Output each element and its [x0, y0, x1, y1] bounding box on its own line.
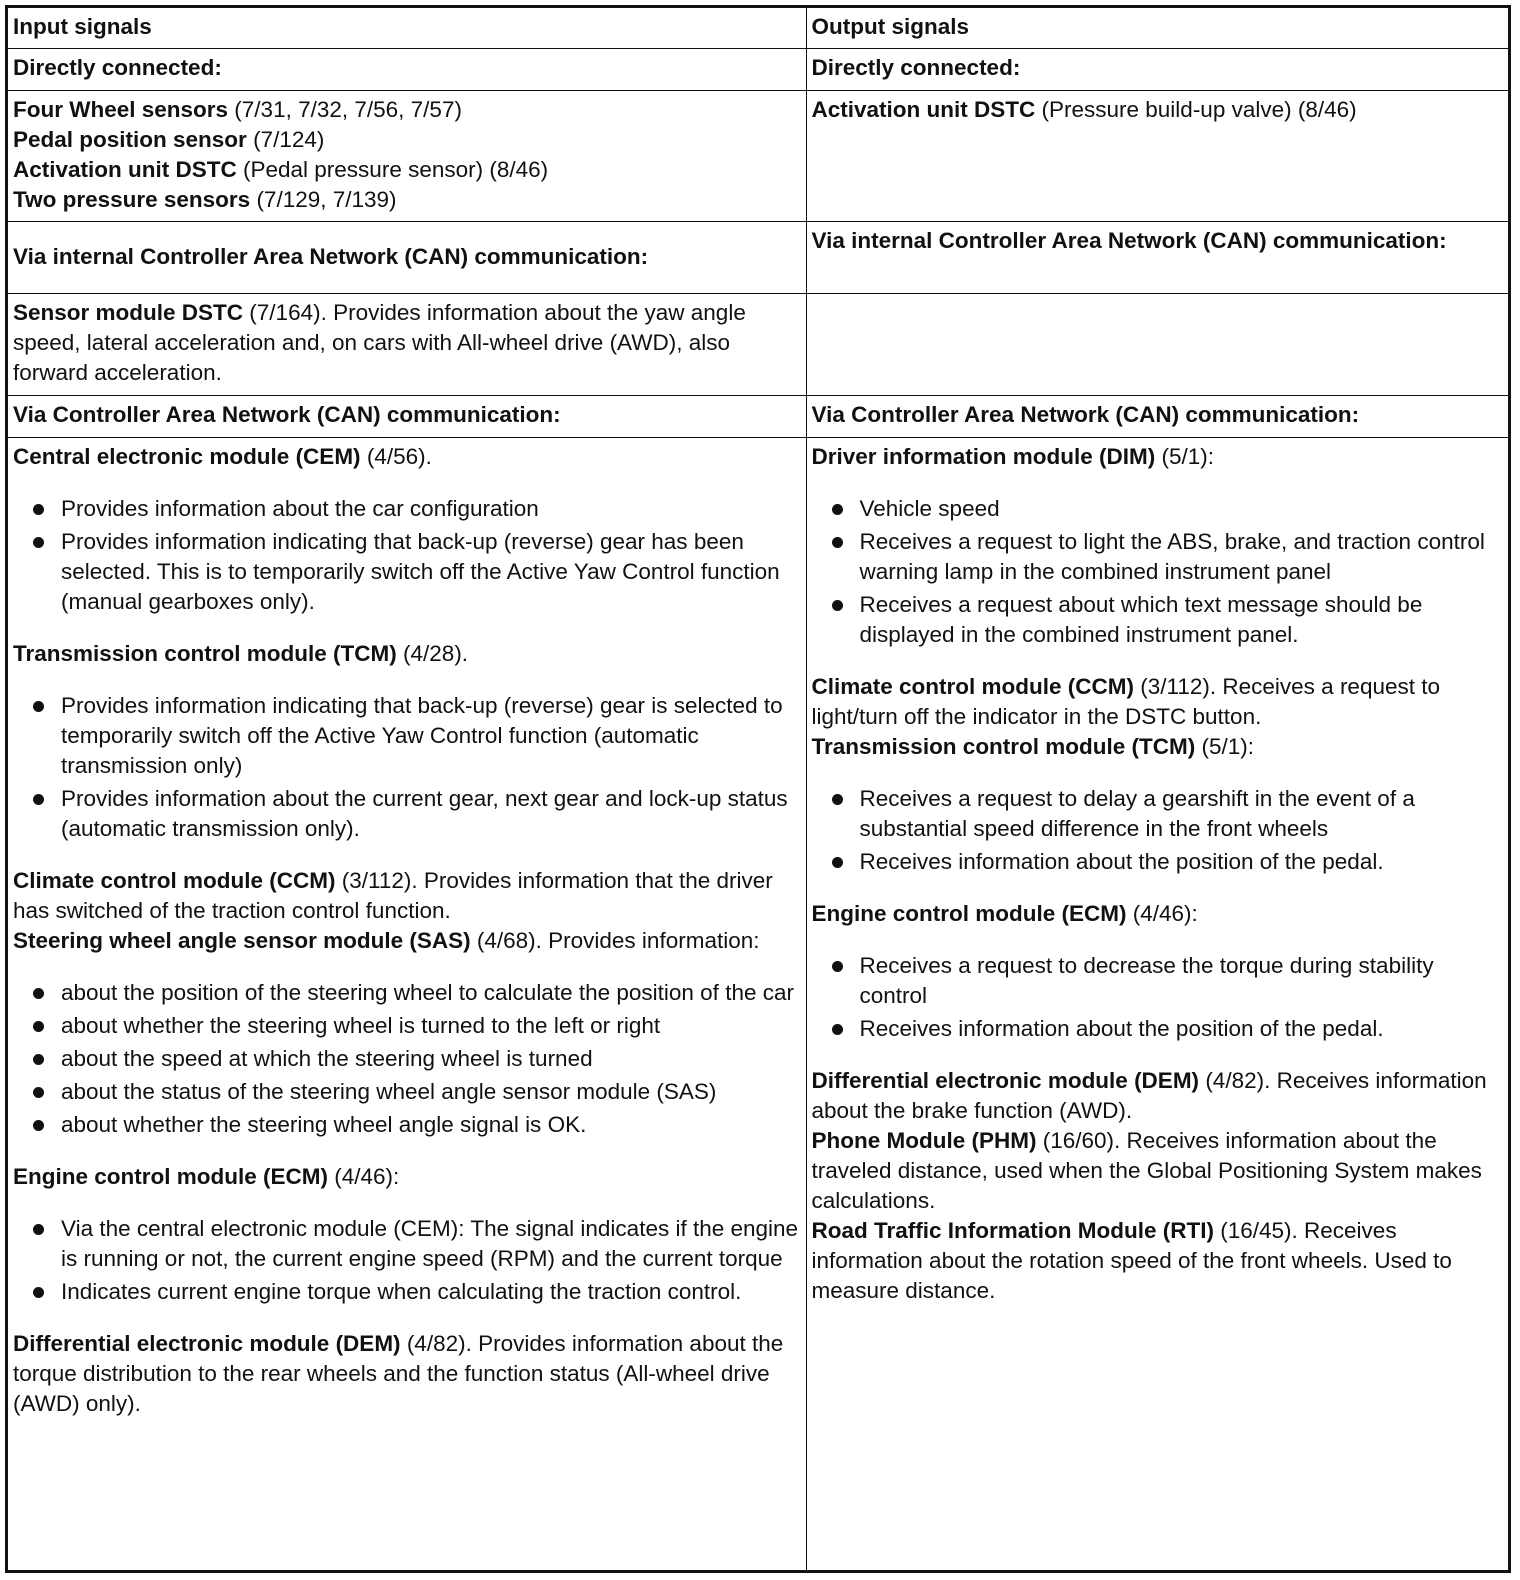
signal-detail: (7/129, 7/139) — [250, 186, 397, 212]
input-internal-can-heading: Via internal Controller Area Network (CAN) communication: — [8, 221, 806, 293]
list-item: Provides information indicating that back-up (reverse) gear is selected to temporarily switch off the Active Yaw Control function (automatic transmission only) — [13, 691, 802, 781]
dim-bullet-list — [812, 494, 1505, 650]
tcm-entry — [13, 639, 802, 669]
internal-can-content-row — [8, 293, 1508, 395]
list-item: about the status of the steering wheel angle sensor module (SAS) — [13, 1077, 802, 1107]
module-name: Climate control module (CCM) — [13, 867, 336, 893]
input-internal-can-cell — [8, 293, 806, 395]
module-detail: (16/45). Receives information about the rotation speed of the front wheels. Used to measure distance. — [811, 1217, 1452, 1303]
list-item: Receives a request to light the ABS, brake, and traction control warning lamp in the combined instrument panel — [812, 527, 1505, 587]
module-detail: (4/82). Provides information about the torque distribution to the rear wheels and the function status (All-wheel drive (AWD) only). — [13, 1330, 784, 1416]
module-name: Steering wheel angle sensor module (SAS) — [13, 927, 471, 953]
cem-bullet-list — [13, 494, 802, 617]
signal-name: Activation unit DSTC — [811, 96, 1036, 122]
input-can-cell — [8, 437, 806, 1570]
module-detail: (16/60). Receives information about the traveled distance, used when the Global Positioning System makes calculations. — [811, 1127, 1482, 1213]
list-item: Receives a request to decrease the torque during stability control — [812, 951, 1505, 1011]
output-direct-heading: Directly connected: — [806, 48, 1508, 90]
input-direct-line — [13, 185, 802, 215]
dem-entry — [13, 1329, 802, 1419]
ecm-entry — [812, 899, 1505, 929]
module-name: Transmission control module (TCM) — [811, 733, 1196, 759]
output-can-heading: Via Controller Area Network (CAN) communication: — [806, 395, 1508, 437]
output-direct-cell — [806, 90, 1508, 221]
module-name: Transmission control module (TCM) — [13, 640, 397, 666]
module-name: Central electronic module (CEM) — [13, 443, 361, 469]
module-detail: (3/112). Receives a request to light/turn off the indicator in the DSTC button. — [811, 673, 1441, 729]
tcm-bullet-list — [13, 691, 802, 844]
list-item: Provides information about the current gear, next gear and lock-up status (automatic transmission only). — [13, 784, 802, 844]
tcm-bullet-list — [812, 784, 1505, 877]
list-item: Via the central electronic module (CEM): The signal indicates if the engine is running or not, the current engine speed (RPM) and the current torque — [13, 1214, 802, 1274]
module-name: Engine control module (ECM) — [13, 1163, 328, 1189]
dim-entry — [812, 442, 1505, 472]
input-signals-header: Input signals — [8, 8, 806, 48]
ccm-entry — [812, 672, 1505, 732]
module-detail: (4/46): — [328, 1163, 400, 1189]
direct-heading-row — [8, 48, 1508, 90]
module-name: Road Traffic Information Module (RTI) — [811, 1217, 1214, 1243]
module-name: Phone Module (PHM) — [811, 1127, 1037, 1153]
input-direct-line — [13, 155, 802, 185]
module-name: Driver information module (DIM) — [811, 443, 1156, 469]
signals-table — [8, 8, 1508, 1570]
signal-name: Sensor module DSTC — [13, 299, 244, 325]
can-heading-row — [8, 395, 1508, 437]
output-direct-line — [812, 95, 1505, 125]
module-name: Differential electronic module (DEM) — [13, 1330, 401, 1356]
list-item: about whether the steering wheel angle signal is OK. — [13, 1110, 802, 1140]
module-detail: (4/56). — [360, 443, 432, 469]
list-item: about the position of the steering wheel to calculate the position of the car — [13, 978, 802, 1008]
input-direct-line — [13, 95, 802, 125]
module-detail: (4/28). — [396, 640, 469, 666]
module-name: Differential electronic module (DEM) — [811, 1067, 1200, 1093]
module-detail: (3/112). Provides information that the driver has switched of the traction control function. — [13, 867, 773, 923]
sas-entry — [13, 926, 802, 956]
list-item: Receives a request to delay a gearshift in the event of a substantial speed difference in the front wheels — [812, 784, 1505, 844]
sas-bullet-list — [13, 978, 802, 1140]
output-internal-can-cell — [806, 293, 1508, 395]
input-can-heading: Via Controller Area Network (CAN) communication: — [8, 395, 806, 437]
rti-entry — [812, 1216, 1505, 1306]
direct-content-row — [8, 90, 1508, 221]
signal-name: Activation unit DSTC — [13, 156, 237, 182]
output-can-cell — [806, 437, 1508, 1570]
can-content-row — [8, 437, 1508, 1570]
module-name: Climate control module (CCM) — [811, 673, 1135, 699]
tcm-entry — [812, 732, 1505, 762]
list-item: about whether the steering wheel is turned to the left or right — [13, 1011, 802, 1041]
list-item: Provides information indicating that back-up (reverse) gear has been selected. This is to temporarily switch off the Active Yaw Control function (manual gearboxes only). — [13, 527, 802, 617]
list-item: Receives a request about which text message should be displayed in the combined instrument panel. — [812, 590, 1505, 650]
module-detail: (5/1): — [1155, 443, 1215, 469]
phm-entry — [812, 1126, 1505, 1216]
list-item: about the speed at which the steering wheel is turned — [13, 1044, 802, 1074]
internal-can-heading-row — [8, 221, 1508, 293]
signal-name: Four Wheel sensors — [13, 96, 229, 122]
input-direct-heading: Directly connected: — [8, 48, 806, 90]
signal-detail: (7/124) — [246, 126, 325, 152]
header-row — [8, 8, 1508, 48]
module-detail: (4/46): — [1126, 900, 1198, 926]
signal-detail: (Pressure build-up valve) (8/46) — [1035, 96, 1357, 122]
module-detail: (5/1): — [1195, 733, 1255, 759]
list-item: Receives information about the position of the pedal. — [812, 1014, 1505, 1044]
input-direct-line — [13, 125, 802, 155]
list-item: Vehicle speed — [812, 494, 1505, 524]
cem-entry — [13, 442, 802, 472]
sensor-module-dstc — [13, 298, 802, 388]
signal-detail: (Pedal pressure sensor) (8/46) — [236, 156, 549, 182]
signal-detail: (7/31, 7/32, 7/56, 7/57) — [228, 96, 462, 122]
signals-table-page — [5, 5, 1511, 1573]
list-item: Provides information about the car configuration — [13, 494, 802, 524]
ecm-bullet-list — [13, 1214, 802, 1307]
module-detail: (4/82). Receives information about the brake function (AWD). — [811, 1067, 1487, 1123]
list-item: Receives information about the position of the pedal. — [812, 847, 1505, 877]
signal-name: Pedal position sensor — [13, 126, 247, 152]
ecm-entry — [13, 1162, 802, 1192]
list-item: Indicates current engine torque when calculating the traction control. — [13, 1277, 802, 1307]
output-internal-can-heading: Via internal Controller Area Network (CAN) communication: — [806, 221, 1508, 293]
dem-entry — [812, 1066, 1505, 1126]
signal-detail: (7/164). Provides information about the yaw angle speed, lateral acceleration and, on cars with All-wheel drive (AWD), also forward acceleration. — [13, 299, 746, 385]
output-signals-header: Output signals — [806, 8, 1508, 48]
ccm-entry — [13, 866, 802, 926]
ecm-bullet-list — [812, 951, 1505, 1044]
signal-name: Two pressure sensors — [13, 186, 251, 212]
input-direct-cell — [8, 90, 806, 221]
module-detail: (4/68). Provides information: — [470, 927, 760, 953]
module-name: Engine control module (ECM) — [811, 900, 1127, 926]
